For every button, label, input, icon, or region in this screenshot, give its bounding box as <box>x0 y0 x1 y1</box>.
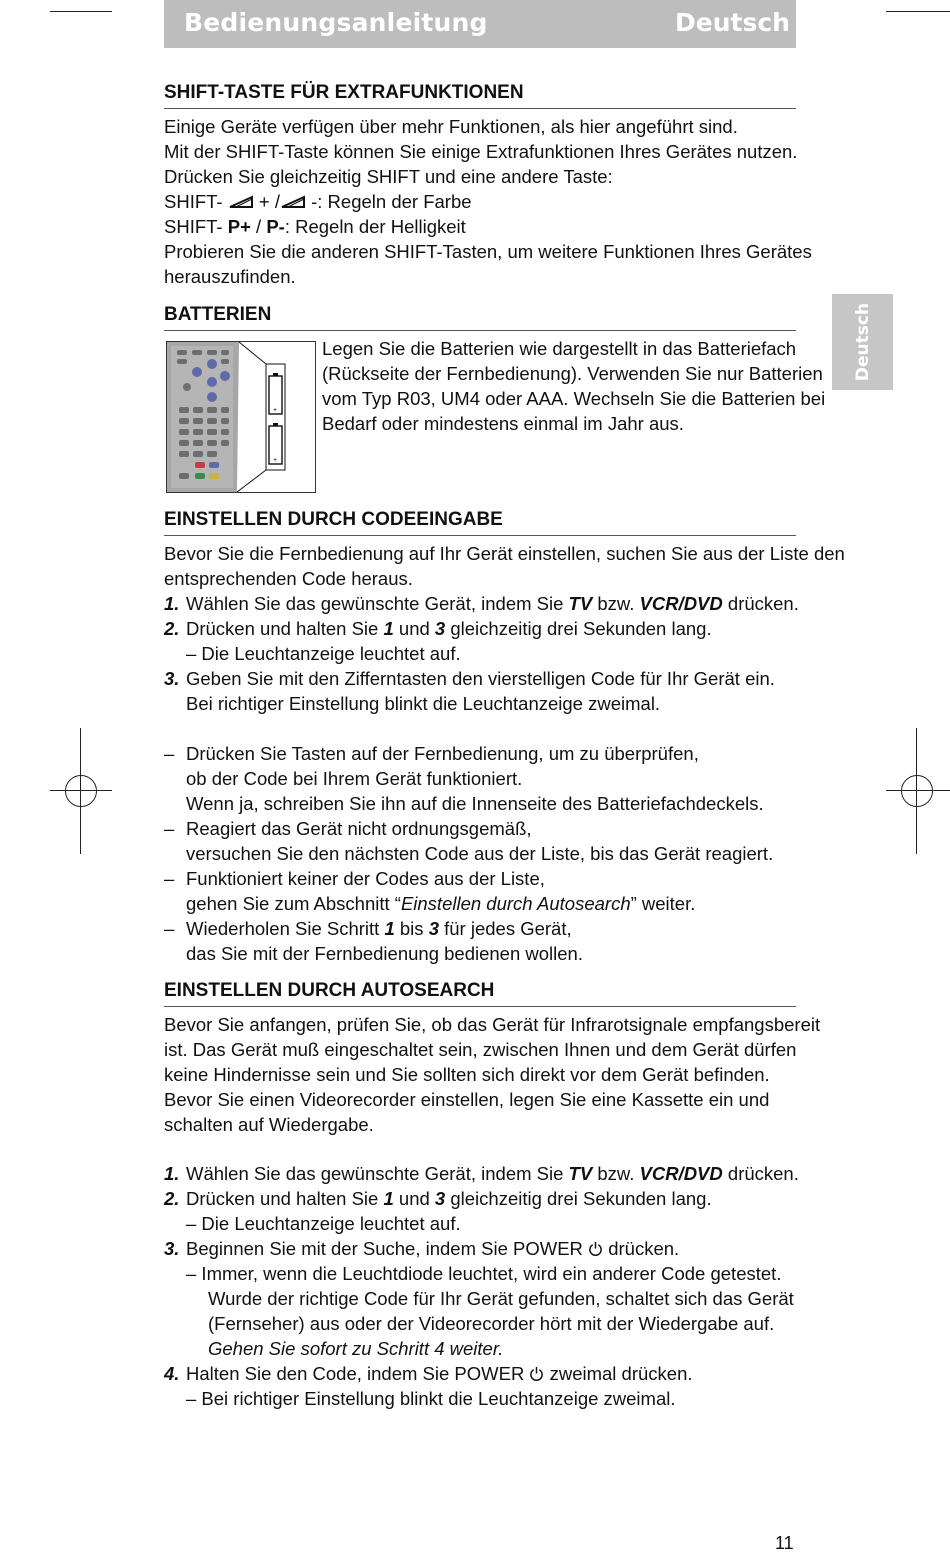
code-dash-item-cont: das Sie mit der Fernbedienung bedienen wollen. <box>186 943 583 964</box>
language-side-tab <box>832 294 893 390</box>
power-icon <box>529 1366 544 1381</box>
battery-line: Legen Sie die Batterien wie dargestellt in das Batteriefach <box>322 338 797 359</box>
section-heading-batteries: BATTERIEN <box>164 303 796 331</box>
auto-step-2-sub: – Die Leuchtanzeige leuchtet auf. <box>186 1213 461 1234</box>
code-step-2: 2. Drücken und halten Sie 1 und 3 gleichzeitig drei Sekunden lang. <box>164 618 712 639</box>
remote-battery-illustration <box>166 341 316 493</box>
page-number: 11 <box>775 1533 794 1553</box>
remote-control-image <box>167 342 315 492</box>
code-dash-item: – Wiederholen Sie Schritt 1 bis 3 für jedes Gerät, <box>164 918 572 939</box>
shift-line: Probieren Sie die anderen SHIFT-Tasten, um weitere Funktionen Ihres Gerätes <box>164 241 812 262</box>
section-heading-shift: SHIFT-TASTE FÜR EXTRAFUNKTIONEN <box>164 81 796 109</box>
code-step-1: 1. Wählen Sie das gewünschte Gerät, indem Sie TV bzw. VCR/DVD drücken. <box>164 593 799 614</box>
power-icon <box>588 1241 603 1256</box>
auto-step-3-sub: Wurde der richtige Code für Ihr Gerät gefunden, schaltet sich das Gerät <box>208 1288 794 1309</box>
code-dash-item-cont: Wenn ja, schreiben Sie ihn auf die Innenseite des Batteriefachdeckels. <box>186 793 764 814</box>
shift-color-line: SHIFT- + / -: Regeln der Farbe <box>164 191 472 212</box>
header-title: Bedienungsanleitung <box>184 8 488 37</box>
code-dash-item-cont: ob der Code bei Ihrem Gerät funktioniert. <box>186 768 523 789</box>
auto-step-3-sub: Gehen Sie sofort zu Schritt 4 weiter. <box>208 1338 504 1359</box>
battery-line: Bedarf oder mindestens einmal im Jahr aus. <box>322 413 684 434</box>
crop-mark <box>50 11 112 12</box>
auto-intro: Bevor Sie anfangen, prüfen Sie, ob das Gerät für Infrarotsignale empfangsbereit <box>164 1014 821 1035</box>
auto-step-3-sub: – Immer, wenn die Leuchtdiode leuchtet, wird ein anderer Code getestet. <box>186 1263 782 1284</box>
crop-mark <box>886 11 950 12</box>
side-tab-label: Deutsch <box>852 302 873 382</box>
header-bar <box>164 0 796 48</box>
auto-step-2: 2. Drücken und halten Sie 1 und 3 gleichzeitig drei Sekunden lang. <box>164 1188 712 1209</box>
header-language: Deutsch <box>675 8 790 37</box>
shift-line: Drücken Sie gleichzeitig SHIFT und eine andere Taste: <box>164 166 613 187</box>
color-icon <box>280 195 306 209</box>
registration-circle <box>901 775 933 807</box>
shift-line: herauszufinden. <box>164 266 296 287</box>
svg-text:+: + <box>272 457 278 464</box>
code-step-3-sub: Bei richtiger Einstellung blinkt die Leuchtanzeige zweimal. <box>186 693 661 714</box>
shift-line: Einige Geräte verfügen über mehr Funktionen, als hier angeführt sind. <box>164 116 738 137</box>
shift-brightness-line: SHIFT- P+ / P-: Regeln der Helligkeit <box>164 216 466 237</box>
auto-step-4-sub: – Bei richtiger Einstellung blinkt die Leuchtanzeige zweimal. <box>186 1388 676 1409</box>
code-dash-item: – Drücken Sie Tasten auf der Fernbedienung, um zu überprüfen, <box>164 743 699 764</box>
code-step-3: 3. Geben Sie mit den Zifferntasten den vierstelligen Code für Ihr Gerät ein. <box>164 668 775 689</box>
section-heading-autosearch: EINSTELLEN DURCH AUTOSEARCH <box>164 979 796 1007</box>
svg-text:+: + <box>272 407 278 414</box>
code-dash-item-cont: versuchen Sie den nächsten Code aus der Liste, bis das Gerät reagiert. <box>186 843 774 864</box>
auto-step-3: 3. Beginnen Sie mit der Suche, indem Sie POWER drücken. <box>164 1238 680 1259</box>
registration-circle <box>65 775 97 807</box>
code-intro: Bevor Sie die Fernbedienung auf Ihr Gerät einstellen, suchen Sie aus der Liste den <box>164 543 845 564</box>
code-dash-item: – Reagiert das Gerät nicht ordnungsgemäß, <box>164 818 532 839</box>
auto-intro: ist. Das Gerät muß eingeschaltet sein, zwischen Ihnen und dem Gerät dürfen <box>164 1039 797 1060</box>
auto-intro: Bevor Sie einen Videorecorder einstellen, legen Sie eine Kassette ein und <box>164 1089 770 1110</box>
auto-intro: schalten auf Wiedergabe. <box>164 1114 374 1135</box>
code-dash-item-cont: gehen Sie zum Abschnitt “Einstellen durch Autosearch” weiter. <box>186 893 696 914</box>
battery-line: (Rückseite der Fernbedienung). Verwenden Sie nur Batterien <box>322 363 823 384</box>
section-heading-code: EINSTELLEN DURCH CODEEINGABE <box>164 508 796 536</box>
color-icon <box>228 195 254 209</box>
shift-line: Mit der SHIFT-Taste können Sie einige Extrafunktionen Ihres Gerätes nutzen. <box>164 141 798 162</box>
auto-step-3-sub: (Fernseher) aus oder der Videorecorder hört mit der Wiedergabe auf. <box>208 1313 775 1334</box>
code-step-2-sub: – Die Leuchtanzeige leuchtet auf. <box>186 643 461 664</box>
auto-intro: keine Hindernisse sein und Sie sollten sich direkt vor dem Gerät befinden. <box>164 1064 770 1085</box>
auto-step-1: 1. Wählen Sie das gewünschte Gerät, indem Sie TV bzw. VCR/DVD drücken. <box>164 1163 799 1184</box>
code-dash-item: – Funktioniert keiner der Codes aus der Liste, <box>164 868 545 889</box>
auto-step-4: 4. Halten Sie den Code, indem Sie POWER zweimal drücken. <box>164 1363 693 1384</box>
battery-line: vom Typ R03, UM4 oder AAA. Wechseln Sie die Batterien bei <box>322 388 826 409</box>
code-intro: entsprechenden Code heraus. <box>164 568 413 589</box>
